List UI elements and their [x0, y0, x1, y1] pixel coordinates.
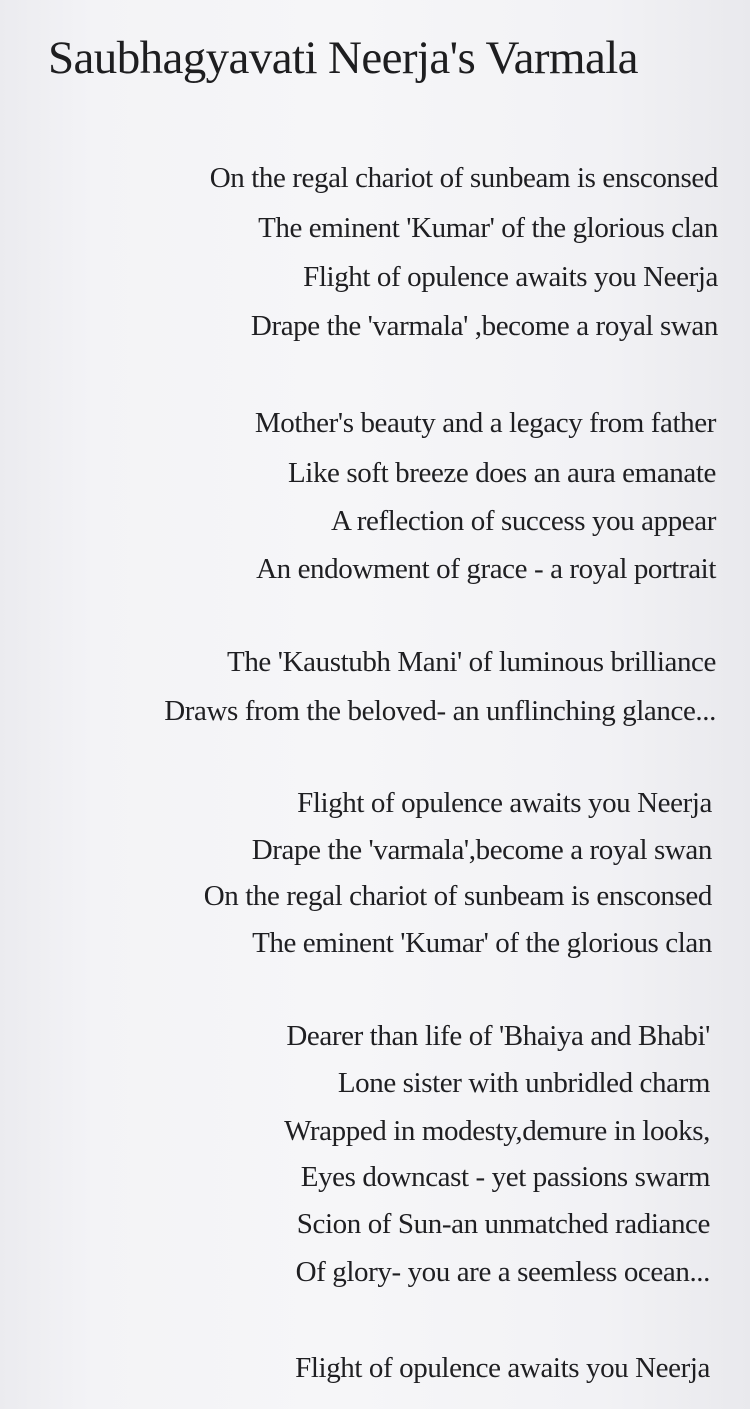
poem-line: Of glory- you are a seemless ocean... — [295, 1256, 710, 1288]
poem-line: Eyes downcast - yet passions swarm — [300, 1161, 710, 1193]
poem-line: Mother's beauty and a legacy from father — [254, 407, 716, 439]
poem-line: Flight of opulence awaits you Neerja — [295, 1352, 710, 1384]
poem-line: A reflection of success you appear — [331, 505, 716, 537]
poem-line: Drape the 'varmala' ,become a royal swan — [250, 310, 718, 342]
poem-line: The eminent 'Kumar' of the glorious clan — [258, 212, 718, 244]
poem-line: Drape the 'varmala',become a royal swan — [251, 834, 712, 866]
poem-line: The 'Kaustubh Mani' of luminous brilliance — [227, 646, 716, 678]
poem-title: Saubhagyavati Neerja's Varmala — [48, 32, 638, 84]
poem-line: Scion of Sun-an unmatched radiance — [296, 1208, 710, 1240]
poem-line: Like soft breeze does an aura emanate — [287, 457, 716, 489]
poem-line: Flight of opulence awaits you Neerja — [297, 787, 712, 819]
poem-line: Draws from the beloved- an unflinching glance... — [164, 695, 716, 727]
poem-line: Dearer than life of 'Bhaiya and Bhabi' — [286, 1020, 710, 1052]
poem-line: The eminent 'Kumar' of the glorious clan — [252, 927, 712, 959]
poem-line: Flight of opulence awaits you Neerja — [303, 261, 718, 293]
poem-line: Lone sister with unbridled charm — [337, 1067, 710, 1099]
poem-line: An endowment of grace - a royal portrait — [256, 553, 716, 585]
poem-line: On the regal chariot of sunbeam is ensconsed — [209, 162, 718, 194]
poem-line: Wrapped in modesty,demure in looks, — [284, 1115, 710, 1147]
poem-line: On the regal chariot of sunbeam is ensconsed — [203, 880, 712, 912]
